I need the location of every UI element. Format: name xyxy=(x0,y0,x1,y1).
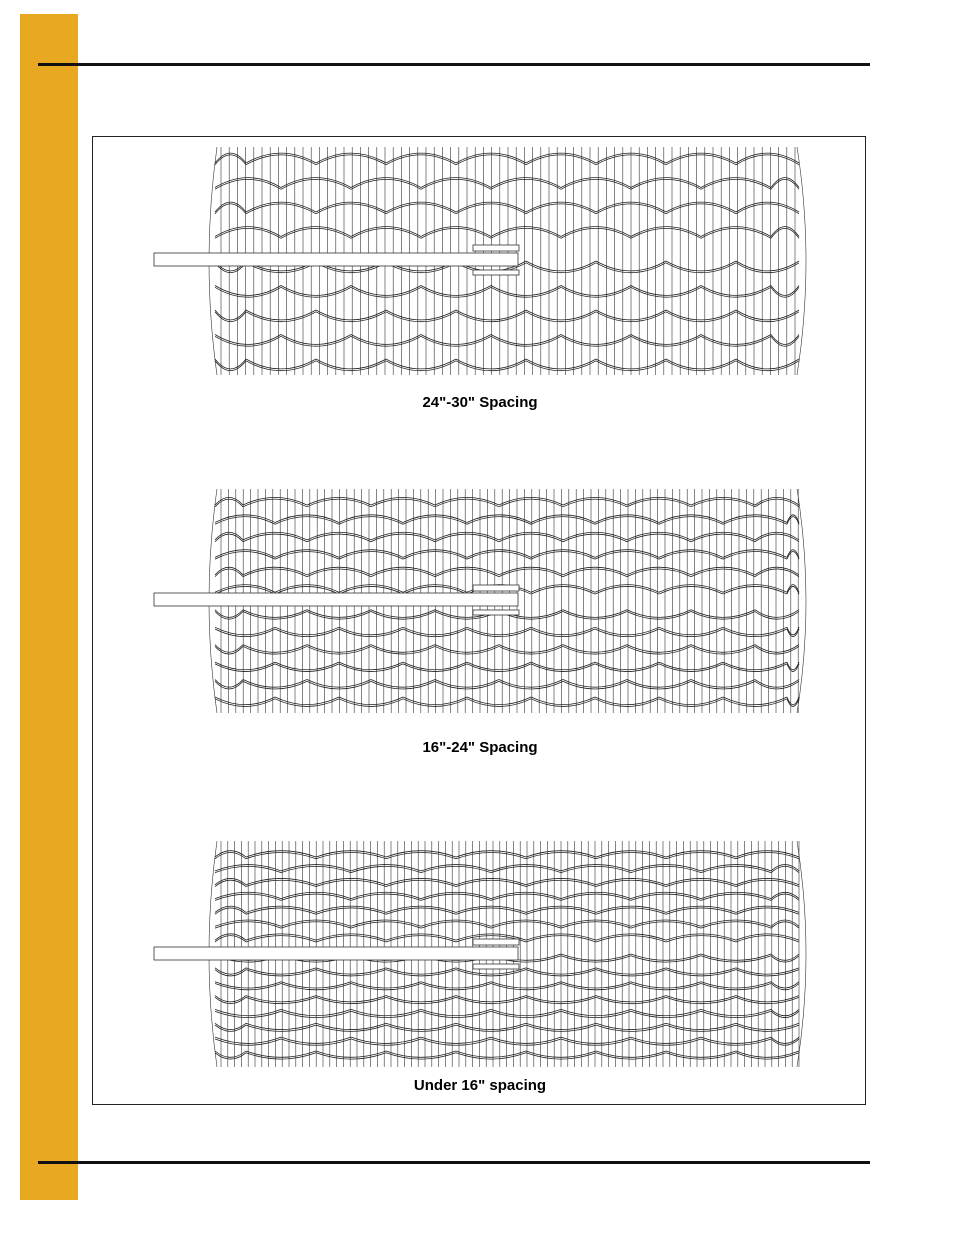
caption-wide: 24"-30" Spacing xyxy=(422,394,538,411)
footer-rule xyxy=(38,1161,870,1164)
caption-dense: Under 16" spacing xyxy=(413,1077,547,1094)
bin-diagram-wide xyxy=(93,145,867,377)
bin-diagram-medium xyxy=(93,487,867,715)
side-color-bar xyxy=(20,14,78,1200)
caption-medium: 16"-24" Spacing xyxy=(422,739,538,756)
bin-diagram-dense xyxy=(93,839,867,1069)
header-rule xyxy=(38,63,870,66)
figure-frame xyxy=(92,136,866,1105)
